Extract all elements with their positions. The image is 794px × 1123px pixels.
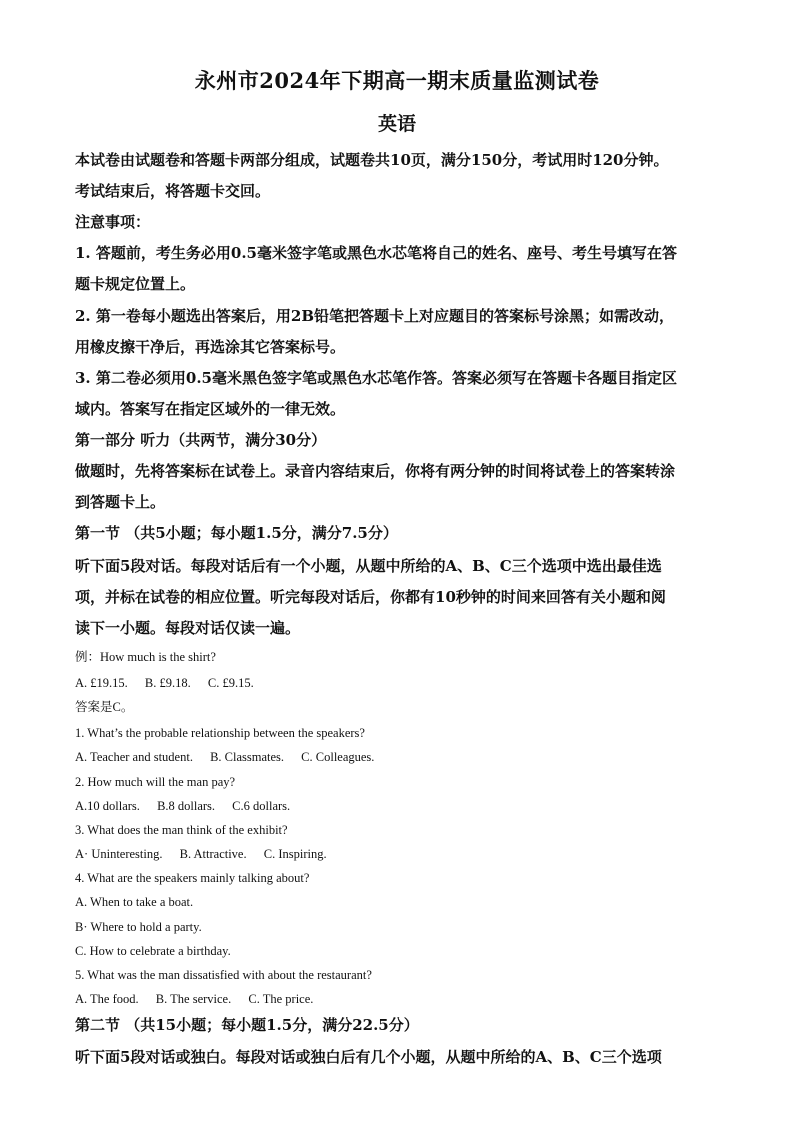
- question-2-stem: 2. How much will the man pay?: [75, 775, 236, 789]
- section1-instr-line-2: 项，并标在试卷的相应位置。听完每段对话后，你都有10秒钟的时间来回答有关小题和阅: [75, 588, 666, 606]
- q1-option-c: C. Colleagues.: [301, 750, 375, 764]
- question-5-options: [75, 990, 724, 1008]
- intro-line-2: 考试结束后，将答题卡交回。: [75, 182, 271, 200]
- q3-option-b: B. Attractive.: [179, 847, 247, 861]
- section2-instr-line-1: 听下面5段对话或独白。每段对话或独白后有几个小题，从题中所给的A、B、C三个选项: [75, 1048, 662, 1066]
- q2-option-a: A.10 dollars.: [75, 799, 140, 813]
- question-1-options: [75, 748, 724, 766]
- note-3-line-1: 3. 第二卷必须用0.5毫米黑色签字笔或黑色水芯笔作答。答案必须写在答题卡各题目指定区: [75, 369, 677, 387]
- q3-option-c: C. Inspiring.: [263, 847, 327, 861]
- q1-option-a: A. Teacher and student.: [75, 750, 193, 764]
- part1-heading: 第一部分 听力（共两节，满分30分）: [75, 431, 327, 449]
- part1-instr-line-2: 到答题卡上。: [75, 493, 166, 511]
- example-answer: 答案是C。: [75, 700, 134, 714]
- note-3-line-2: 域内。答案写在指定区域外的一律无效。: [75, 400, 346, 418]
- q5-option-a: A. The food.: [75, 992, 139, 1006]
- example-option-b: B. £9.18.: [144, 676, 191, 690]
- question-1-stem: 1. What’s the probable relationship between the speakers?: [75, 726, 365, 740]
- q4-option-a: A. When to take a boat.: [75, 895, 194, 909]
- note-1-line-1: 1. 答题前，考生务必用0.5毫米签字笔或黑色水芯笔将自己的姓名、座号、考生号填写在答: [75, 244, 677, 262]
- exam-title: 永州市2024年下期高一期末质量监测试卷: [194, 68, 600, 93]
- subject-title: 英语: [377, 113, 416, 135]
- example-option-a: A. £19.15.: [75, 676, 128, 690]
- q5-option-b: B. The service.: [155, 992, 232, 1006]
- note-1-line-2: 题卡规定位置上。: [75, 275, 196, 293]
- question-3-options: [75, 845, 724, 863]
- section1-instr-line-1: 听下面5段对话。每段对话后有一个小题，从题中所给的A、B、C三个选项中选出最佳选: [75, 557, 662, 575]
- section1-instr-line-3: 读下一小题。每段对话仅读一遍。: [75, 619, 301, 637]
- q2-option-b: B.8 dollars.: [157, 799, 216, 813]
- example-option-c: C. £9.15.: [207, 676, 254, 690]
- q5-option-c: C. The price.: [248, 992, 314, 1006]
- question-2-options: [75, 797, 724, 815]
- intro-line-1: 本试卷由试题卷和答题卡两部分组成，试题卷共10页，满分150分，考试用时120分钟。: [75, 151, 669, 169]
- example-options: [75, 674, 724, 692]
- q3-option-a: A· Uninteresting.: [75, 847, 163, 861]
- notes-heading: 注意事项：: [75, 213, 151, 231]
- question-4-stem: 4. What are the speakers mainly talking about?: [75, 871, 310, 885]
- q4-option-b: B· Where to hold a party.: [75, 920, 202, 934]
- q2-option-c: C.6 dollars.: [232, 799, 291, 813]
- section2-heading: 第二节 （共15小题；每小题1.5分，满分22.5分）: [75, 1016, 419, 1034]
- section1-heading: 第一节 （共5小题；每小题1.5分，满分7.5分）: [75, 524, 398, 542]
- question-5-stem: 5. What was the man dissatisfied with about the restaurant?: [75, 968, 372, 982]
- part1-instr-line-1: 做题时，先将答案标在试卷上。录音内容结束后，你将有两分钟的时间将试卷上的答案转涂: [75, 462, 676, 480]
- example-question: 例：How much is the shirt?: [75, 650, 216, 664]
- question-3-stem: 3. What does the man think of the exhibit?: [75, 823, 288, 837]
- q4-option-c: C. How to celebrate a birthday.: [75, 944, 231, 958]
- q1-option-b: B. Classmates.: [210, 750, 285, 764]
- note-2-line-2: 用橡皮擦干净后，再选涂其它答案标号。: [75, 338, 346, 356]
- note-2-line-1: 2. 第一卷每小题选出答案后，用2B铅笔把答题卡上对应题目的答案标号涂黑；如需改动，: [75, 307, 675, 325]
